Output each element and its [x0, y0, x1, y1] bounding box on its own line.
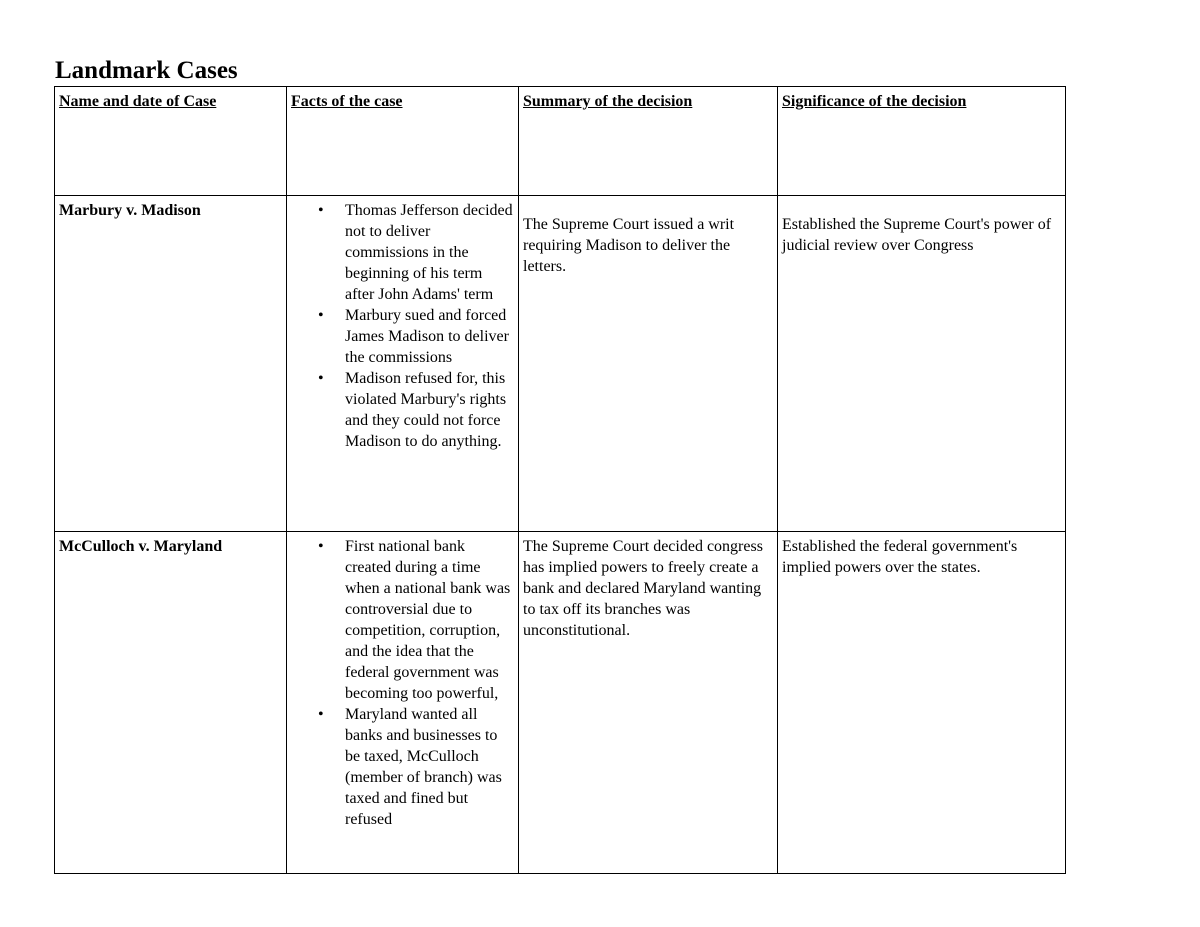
- header-significance-label: Significance of the decision: [782, 93, 967, 110]
- list-item: [318, 368, 515, 452]
- summary-text: The Supreme Court decided congress has implied powers to freely create a bank and declared Maryland wanting to tax off its branches was unconstitutional.: [523, 538, 763, 639]
- fact-text: Madison refused for, this violated Marbury's rights and they could not force Madison to do anything.: [345, 370, 507, 450]
- case-name: Marbury v. Madison: [59, 202, 201, 219]
- landmark-cases-table: [54, 86, 1066, 874]
- table-row: [55, 532, 1066, 874]
- bullet-icon: •: [318, 538, 324, 555]
- fact-text: First national bank created during a time when a national bank was controversial due to competition, corruption, and the idea that the federal government was becoming too powerful,: [345, 538, 511, 702]
- table-row: [55, 196, 1066, 532]
- significance-cell: [778, 196, 1066, 532]
- facts-list: [291, 200, 515, 452]
- facts-cell: [287, 532, 519, 874]
- significance-cell: [778, 532, 1066, 874]
- summary-cell: [519, 196, 778, 532]
- list-item: [318, 704, 515, 830]
- bullet-icon: •: [318, 706, 324, 723]
- header-cell-facts: [287, 87, 519, 196]
- header-summary-label: Summary of the decision: [523, 93, 693, 110]
- significance-text: Established the Supreme Court's power of judicial review over Congress: [782, 216, 1052, 254]
- bullet-icon: •: [318, 370, 324, 387]
- list-item: [318, 305, 515, 368]
- fact-text: Thomas Jefferson decided not to deliver commissions in the beginning of his term after John Adams' term: [345, 202, 513, 303]
- fact-text: Maryland wanted all banks and businesses to be taxed, McCulloch (member of branch) was taxed and fined but refused: [345, 706, 502, 828]
- list-item: [318, 536, 515, 704]
- bullet-icon: •: [318, 202, 324, 219]
- header-cell-summary: [519, 87, 778, 196]
- case-name-cell: [55, 196, 287, 532]
- bullet-icon: •: [318, 307, 324, 324]
- fact-text: Marbury sued and forced James Madison to deliver the commissions: [345, 307, 509, 366]
- summary-cell: [519, 532, 778, 874]
- document-title: Landmark Cases: [55, 57, 238, 84]
- header-cell-significance: [778, 87, 1066, 196]
- facts-cell: [287, 196, 519, 532]
- header-facts-label: Facts of the case: [291, 93, 403, 110]
- list-item: [318, 200, 515, 305]
- case-name: McCulloch v. Maryland: [59, 538, 223, 555]
- header-cell-name: [55, 87, 287, 196]
- summary-text: The Supreme Court issued a writ requiring Madison to deliver the letters.: [523, 216, 735, 275]
- table-header-row: [55, 87, 1066, 196]
- case-name-cell: [55, 532, 287, 874]
- facts-list: [291, 536, 515, 830]
- significance-text: Established the federal government's implied powers over the states.: [782, 538, 1018, 576]
- header-name-label: Name and date of Case: [59, 93, 217, 110]
